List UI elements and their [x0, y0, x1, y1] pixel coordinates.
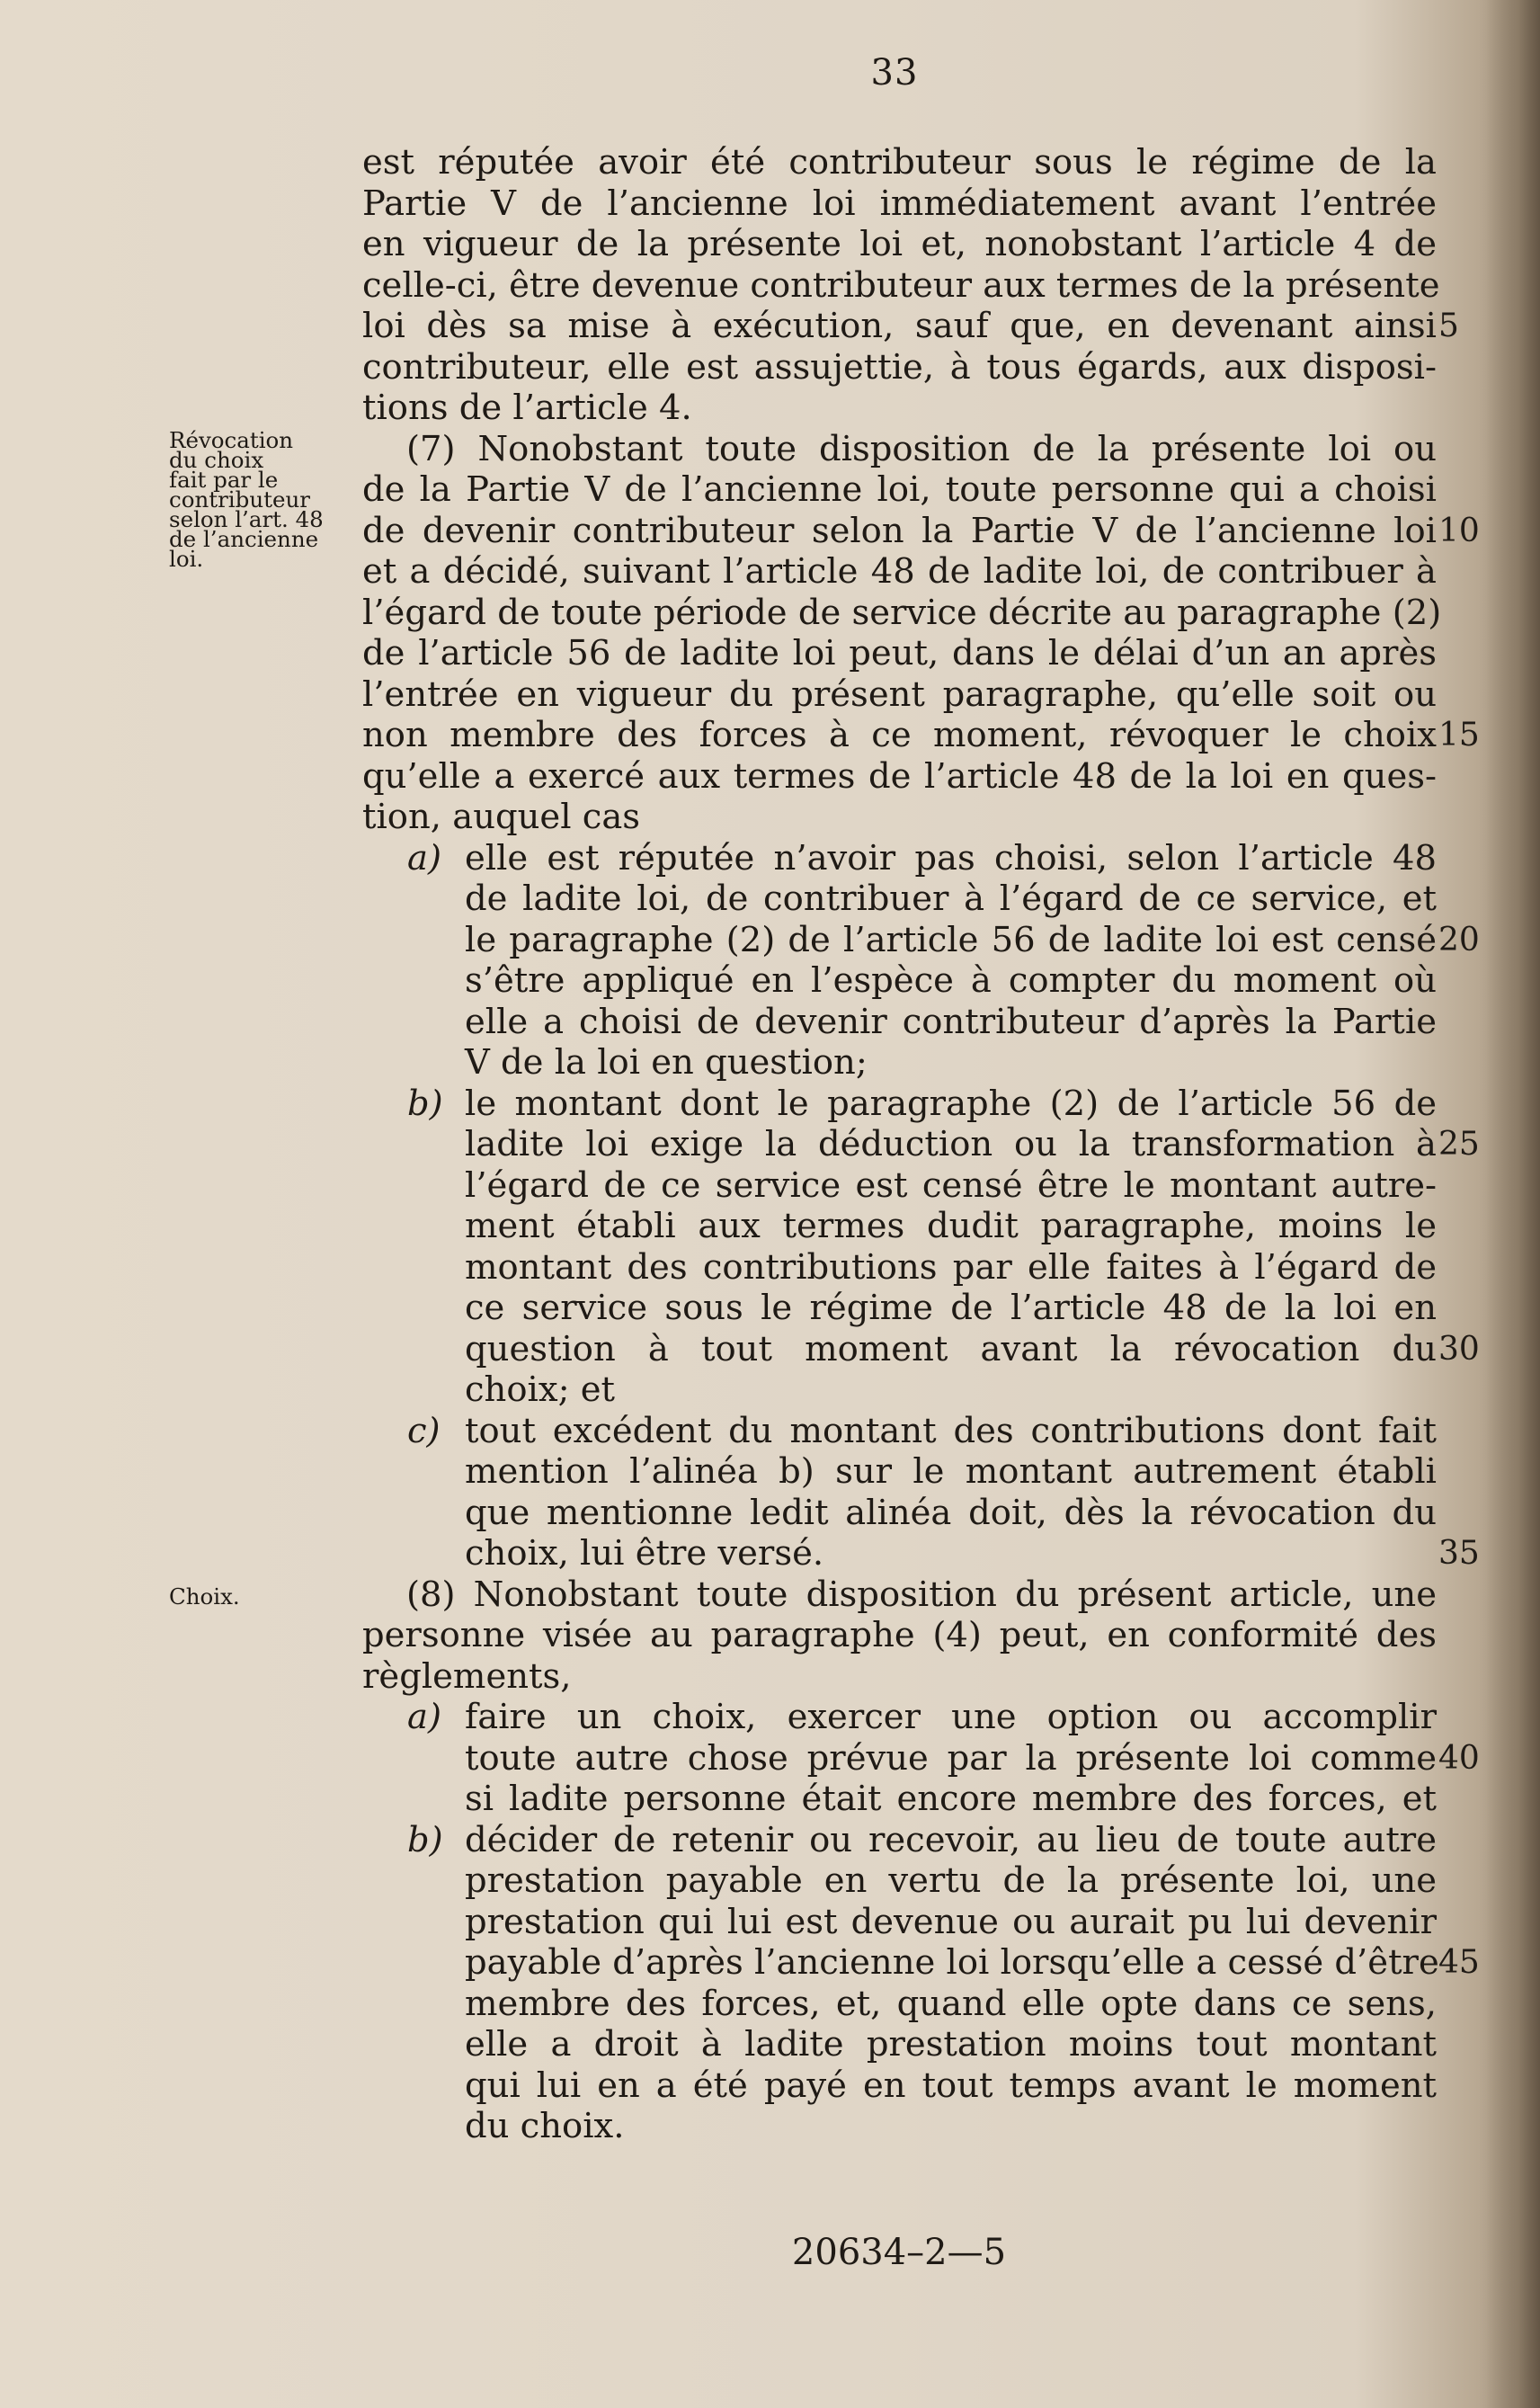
item-line — [362, 1697, 1437, 1738]
item-label-a: a) — [407, 837, 441, 878]
margin-note-line: selon l’art. 48 — [169, 506, 324, 532]
footer-reference: 20634–2—5 — [791, 2232, 1007, 2273]
item-line: mention l’alinéa b) sur le montant autrement établi — [465, 1451, 1437, 1492]
item-line: du choix. — [465, 2106, 625, 2146]
item-line: membre des forces, et, quand elle opte dans ce sens, — [465, 1983, 1437, 2024]
margin-note-line: fait par le — [169, 467, 279, 493]
item-line: elle a choisi de devenir contributeur d’après la Partie — [465, 1001, 1437, 1042]
item-line: que mentionne ledit alinéa doit, dès la révocation du — [465, 1492, 1437, 1533]
item-line: montant des contributions par elle faites à l’égard de — [465, 1246, 1437, 1288]
item-line: toute autre chose prévue par la présente loi comme — [465, 1737, 1437, 1779]
text-line: l’entrée en vigueur du présent paragraphe, qu’elle soit ou — [362, 673, 1437, 715]
item-line: l’égard de ce service est censé être le montant autre- — [465, 1164, 1437, 1206]
text-line: celle-ci, être devenue contributeur aux termes de la présente — [362, 264, 1440, 306]
item-line: ment établi aux termes dudit paragraphe, moins le — [465, 1206, 1437, 1246]
line-number: 35 — [1438, 1535, 1480, 1572]
item-text: décider de retenir ou recevoir, au lieu de toute autre — [465, 1819, 1437, 1860]
item-line — [362, 1411, 1437, 1452]
item-line: V de la loi en question; — [465, 1042, 868, 1083]
text-line: de la Partie V de l’ancienne loi, toute personne qui a choisi — [362, 469, 1437, 510]
margin-note-line: du choix — [169, 447, 264, 473]
item-line: s’être appliqué en l’espèce à compter du moment où — [465, 960, 1437, 1001]
text-line: qu’elle a exercé aux termes de l’article 48 de la loi en ques- — [362, 755, 1437, 797]
text-line: est réputée avoir été contributeur sous le régime de la — [362, 142, 1437, 183]
text-line: tions de l’article 4. — [362, 388, 692, 428]
item-line: qui lui en a été payé en tout temps avant le moment — [465, 2065, 1437, 2106]
item-line: ladite loi exige la déduction ou la transformation à — [465, 1124, 1437, 1164]
item-text: le montant dont le paragraphe (2) de l’article 56 de — [465, 1083, 1437, 1124]
margin-note-revocation — [169, 427, 362, 572]
item-line: elle a droit à ladite prestation moins tout montant — [465, 2024, 1437, 2065]
line-number: 45 — [1438, 1944, 1480, 1981]
paragraph-7-start: (7) Nonobstant toute disposition de la présente loi ou — [406, 428, 1437, 469]
margin-note-choix — [169, 1583, 362, 1610]
text-line: l’égard de toute période de service décrite au paragraphe (2) — [362, 592, 1442, 633]
page-number: 33 — [870, 52, 919, 94]
paragraph-8-start: (8) Nonobstant toute disposition du présent article, une — [406, 1574, 1437, 1615]
item-line: prestation payable en vertu de la présente loi, une — [465, 1860, 1437, 1901]
text-line: tion, auquel cas — [362, 797, 641, 837]
item-line: payable d’après l’ancienne loi lorsqu’elle a cessé d’être — [465, 1942, 1439, 1983]
item-text: elle est réputée n’avoir pas choisi, selon l’article 48 — [465, 837, 1437, 878]
item-line — [362, 838, 1437, 879]
item-text: tout excédent du montant des contributions dont fait — [465, 1410, 1437, 1451]
line-number: 15 — [1438, 717, 1480, 754]
margin-note-line: Choix. — [169, 1583, 240, 1610]
item-label-c: c) — [407, 1410, 441, 1451]
item-line: choix; et — [465, 1369, 616, 1410]
item-line: choix, lui être versé. — [465, 1533, 824, 1574]
item-line — [362, 1820, 1437, 1861]
text-line: et a décidé, suivant l’article 48 de ladite loi, de contribuer à — [362, 551, 1437, 592]
item-label-b: b) — [407, 1083, 443, 1124]
item-label-b: b) — [407, 1819, 443, 1860]
item-text: faire un choix, exercer une option ou accomplir — [465, 1697, 1437, 1737]
text-line: contributeur, elle est assujettie, à tous égards, aux disposi- — [362, 346, 1437, 388]
item-line: ce service sous le régime de l’article 48 de la loi en — [465, 1288, 1437, 1328]
item-line: si ladite personne était encore membre des forces, et — [465, 1779, 1437, 1819]
line-number: 25 — [1438, 1126, 1480, 1163]
page-edge-shadow — [1486, 0, 1540, 2408]
margin-note-line: contributeur — [169, 486, 310, 513]
line-number: 40 — [1438, 1739, 1480, 1777]
item-line — [362, 1084, 1437, 1125]
text-line: non membre des forces à ce moment, révoquer le choix — [362, 715, 1437, 755]
text-line: personne visée au paragraphe (4) peut, en conformité des — [362, 1615, 1437, 1655]
text-line: en vigueur de la présente loi et, nonobstant l’article 4 de — [362, 224, 1437, 264]
item-line: le paragraphe (2) de l’article 56 de ladite loi est censé — [465, 919, 1437, 960]
line-number: 5 — [1438, 308, 1459, 344]
item-label-a: a) — [407, 1697, 441, 1737]
text-line: de devenir contributeur selon la Partie V de l’ancienne loi — [362, 510, 1437, 551]
text-line: Partie V de l’ancienne loi immédiatement avant l’entrée — [362, 183, 1437, 224]
line-number: 30 — [1438, 1330, 1480, 1368]
line-number: 20 — [1438, 921, 1480, 959]
item-line: de ladite loi, de contribuer à l’égard de ce service, et — [465, 878, 1437, 919]
item-line: question à tout moment avant la révocation du — [465, 1328, 1437, 1369]
margin-note-line: Révocation — [169, 427, 294, 453]
body-text — [362, 142, 1442, 2147]
item-line: prestation qui lui est devenue ou aurait pu lui devenir — [465, 1901, 1437, 1942]
text-line: de l’article 56 de ladite loi peut, dans le délai d’un an après — [362, 633, 1437, 673]
margin-note-line: loi. — [169, 546, 204, 572]
margin-note-line: de l’ancienne — [169, 526, 319, 552]
text-line: loi dès sa mise à exécution, sauf que, en devenant ainsi — [362, 306, 1437, 346]
text-line: règlements, — [362, 1655, 572, 1697]
line-number: 10 — [1438, 512, 1480, 549]
